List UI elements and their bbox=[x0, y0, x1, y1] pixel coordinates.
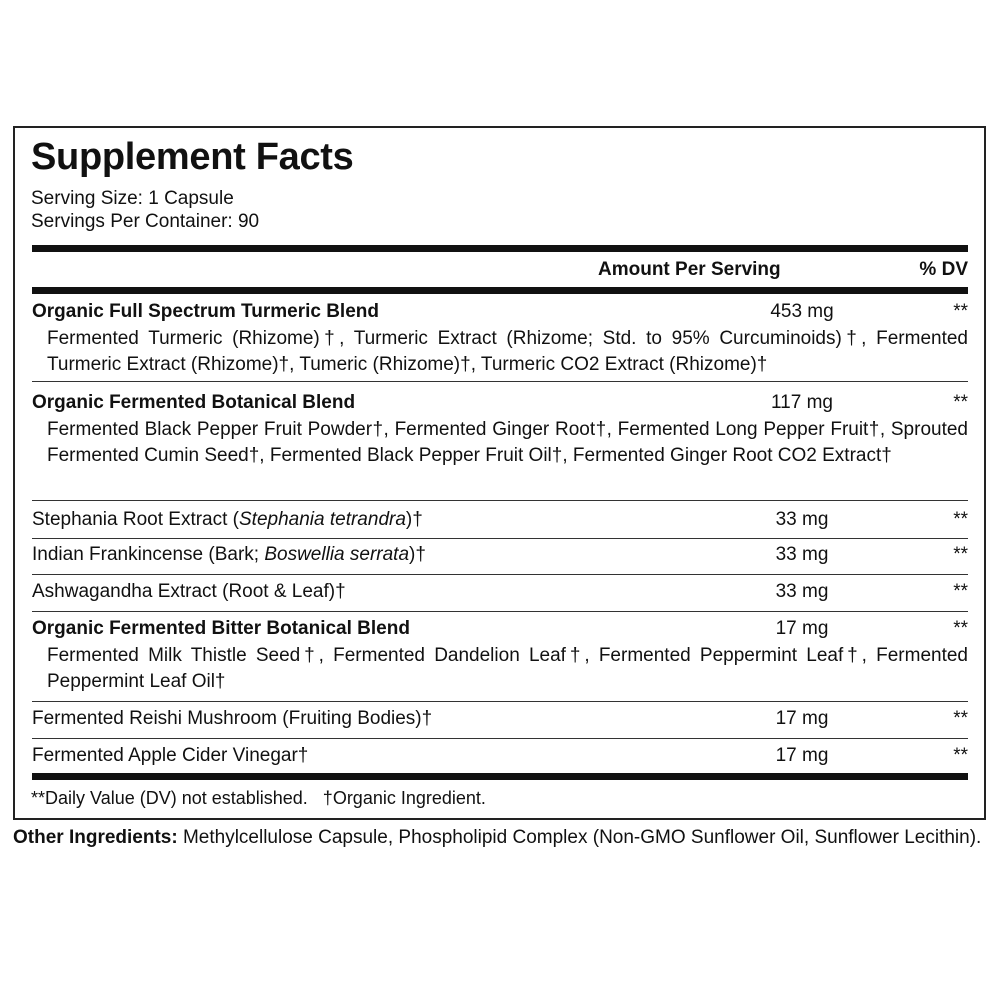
ingredient-dv: ** bbox=[953, 544, 968, 565]
ingredient-name: Fermented Apple Cider Vinegar† bbox=[32, 745, 309, 766]
thick-divider bbox=[32, 773, 968, 780]
footnote: **Daily Value (DV) not established. †Organic Ingredient. bbox=[31, 788, 486, 808]
ingredient-row bbox=[32, 577, 968, 612]
other-ingredients bbox=[13, 825, 985, 851]
ingredient-amount: 33 mg bbox=[775, 544, 829, 565]
ingredient-dv: ** bbox=[953, 392, 968, 413]
other-ingredients-text: Methylcellulose Capsule, Phospholipid Complex (Non-GMO Sunflower Oil, Sunflower Lecithin). bbox=[177, 827, 982, 848]
ingredient-amount: 17 mg bbox=[775, 745, 829, 766]
ingredient-name: Fermented Reishi Mushroom (Fruiting Bodies)† bbox=[32, 708, 433, 729]
ingredient-dv: ** bbox=[953, 509, 968, 530]
ingredient-name: Organic Fermented Botanical Blend bbox=[32, 392, 356, 413]
ingredient-amount: 453 mg bbox=[770, 301, 834, 322]
ingredient-row bbox=[32, 741, 968, 773]
ingredient-amount: 117 mg bbox=[771, 392, 833, 413]
serving-size: Serving Size: 1 Capsule bbox=[31, 188, 234, 209]
ingredient-amount: 17 mg bbox=[775, 618, 829, 639]
blend-components: Fermented Turmeric (Rhizome)†, Turmeric Extract (Rhizome; Std. to 95% Curcuminoids)†, Fermented Turmeric Extract (Rhizome)†, Tumeric (Rhizome)†, Turmeric CO2 Extract (Rhizome)† bbox=[47, 328, 968, 375]
ingredient-name: Organic Full Spectrum Turmeric Blend bbox=[32, 301, 379, 322]
ingredient-dv: ** bbox=[953, 745, 968, 766]
blend-components: Fermented Black Pepper Fruit Powder†, Fermented Ginger Root†, Fermented Long Pepper Fruit†, Sprouted Fermented Cumin Seed†, Fermented Black Pepper Fruit Oil†, Fermented Ginger Root CO2 Extract† bbox=[47, 419, 968, 466]
ingredient-row bbox=[32, 388, 968, 501]
name-text: Stephania Root Extract ( bbox=[32, 509, 239, 530]
ingredient-row bbox=[32, 297, 968, 382]
ingredient-row bbox=[32, 505, 968, 539]
ingredient-row bbox=[32, 540, 968, 575]
ingredient-name: Organic Fermented Bitter Botanical Blend bbox=[32, 618, 410, 639]
latin-name: Boswellia serrata bbox=[264, 544, 410, 565]
ingredient-row bbox=[32, 704, 968, 739]
latin-name: Stephania tetrandra bbox=[239, 509, 406, 530]
ingredient-amount: 33 mg bbox=[775, 581, 829, 602]
blend-components: Fermented Milk Thistle Seed†, Fermented Dandelion Leaf†, Fermented Peppermint Leaf†, Fermented Peppermint Leaf Oil† bbox=[47, 645, 968, 692]
servings-per-container: Servings Per Container: 90 bbox=[31, 211, 260, 232]
ingredient-name bbox=[32, 542, 426, 568]
other-ingredients-label: Other Ingredients: bbox=[13, 827, 178, 848]
ingredient-amount: 33 mg bbox=[775, 509, 829, 530]
dv-header: % DV bbox=[919, 259, 968, 280]
name-text: )† bbox=[409, 544, 426, 565]
ingredient-row bbox=[32, 614, 968, 702]
panel-title: Supplement Facts bbox=[31, 136, 354, 178]
ingredient-dv: ** bbox=[953, 708, 968, 729]
name-text: Indian Frankincense (Bark; bbox=[32, 544, 265, 565]
amount-header: Amount Per Serving bbox=[598, 259, 781, 280]
ingredient-name bbox=[32, 507, 423, 533]
ingredient-name: Ashwagandha Extract (Root & Leaf)† bbox=[32, 581, 346, 602]
ingredient-dv: ** bbox=[953, 581, 968, 602]
thick-divider bbox=[32, 245, 968, 252]
thick-divider bbox=[32, 287, 968, 294]
ingredient-dv: ** bbox=[953, 301, 968, 322]
ingredient-dv: ** bbox=[953, 618, 968, 639]
ingredient-amount: 17 mg bbox=[775, 708, 829, 729]
name-text: )† bbox=[405, 509, 423, 530]
